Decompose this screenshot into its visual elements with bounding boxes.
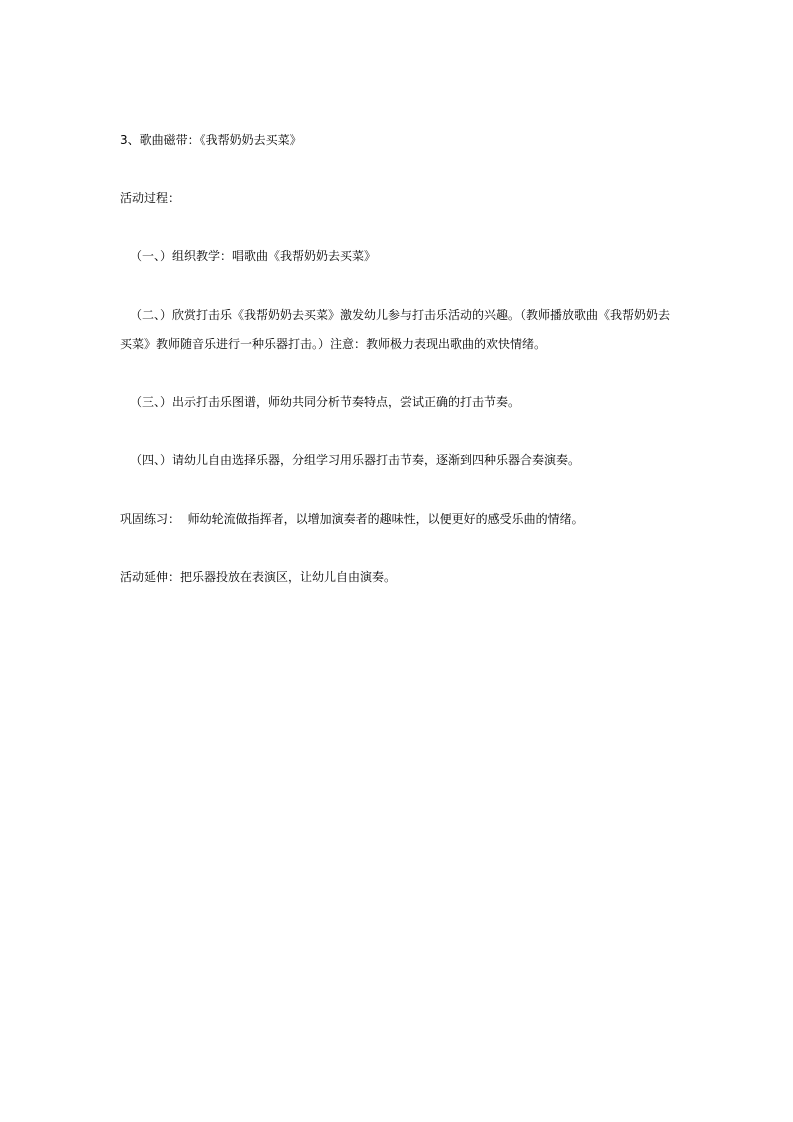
- consolidation-practice-paragraph: 巩固练习： 师幼轮流做指挥者，以增加演奏者的趣味性，以便更好的感受乐曲的情绪。: [120, 512, 584, 526]
- step-4-paragraph: （四、）请幼儿自由选择乐器，分组学习用乐器打击节奏，逐渐到四种乐器合奏演奏。: [130, 453, 581, 467]
- material-item-3: 3、歌曲磁带：《我帮奶奶去买菜》: [120, 133, 302, 147]
- activity-extension-paragraph: 活动延伸：把乐器投放在表演区，让幼儿自由演奏。: [120, 570, 397, 584]
- section-heading-activity-process: 活动过程：: [120, 191, 181, 205]
- step-3-paragraph: （三、）出示打击乐图谱，师幼共同分析节奏特点，尝试正确的打击节奏。: [130, 395, 521, 409]
- step-2-paragraph: （二、）欣赏打击乐《我帮奶奶去买菜》激发幼儿参与打击乐活动的兴趣。（教师播放歌曲《我帮奶奶去买菜》教师随音乐进行一种乐器打击。）注意：教师极力表现出歌曲的欢快情绪。: [120, 308, 671, 351]
- step-1-paragraph: （一、）组织教学：唱歌曲《我帮奶奶去买菜》: [130, 249, 377, 263]
